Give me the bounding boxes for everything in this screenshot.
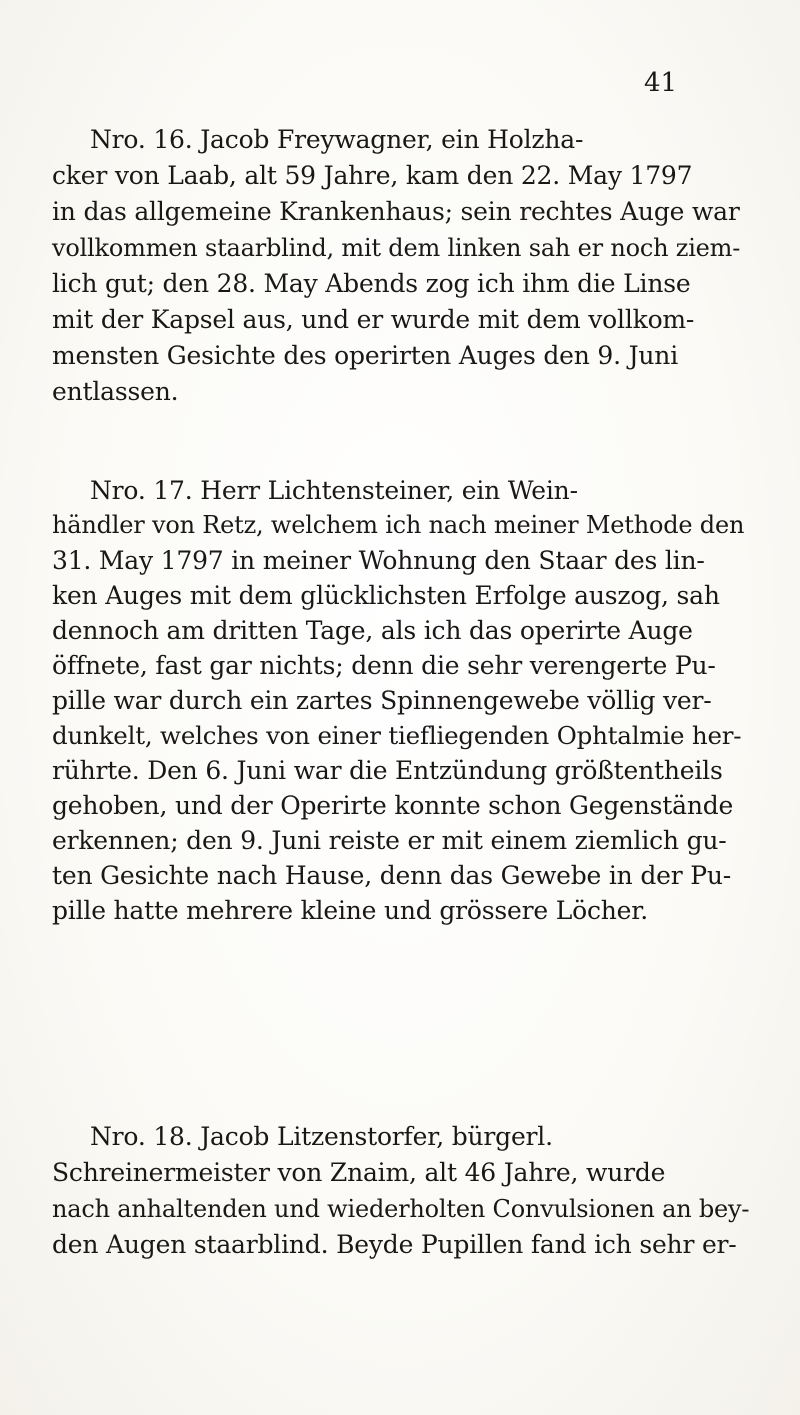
text-line: cker von Laab, alt 59 Jahre, kam den 22. May 1797 [52, 161, 693, 190]
case-entry-16 [52, 122, 752, 410]
text-line: 31. May 1797 in meiner Wohnung den Staar des lin- [52, 546, 705, 575]
text-line: mit der Kapsel aus, und er wurde mit dem vollkom- [52, 305, 695, 334]
text-line: vollkommen staarblind, mit dem linken sah er noch ziem- [52, 234, 741, 262]
text-line: den Augen staarblind. Beyde Pupillen fand ich sehr er- [52, 1230, 737, 1259]
text-line: erkennen; den 9. Juni reiste er mit einem ziemlich gu- [52, 826, 727, 855]
text-line: ten Gesichte nach Hause, denn das Gewebe in der Pu- [52, 861, 731, 890]
text-line: entlassen. [52, 377, 179, 406]
text-line: nach anhaltenden und wiederholten Convulsionen an bey- [52, 1195, 750, 1223]
text-line: Schreinermeister von Znaim, alt 46 Jahre, wurde [52, 1158, 666, 1187]
text-line: mensten Gesichte des operirten Auges den 9. Juni [52, 341, 679, 370]
text-line: pille war durch ein zartes Spinnengewebe völlig ver- [52, 686, 712, 715]
text-line: rührte. Den 6. Juni war die Entzündung größtentheils [52, 756, 723, 785]
text-line: Nro. 17. Herr Lichtensteiner, ein Wein- [90, 476, 578, 505]
case-entry-17 [52, 473, 752, 928]
text-line: händler von Retz, welchem ich nach meiner Methode den [52, 511, 745, 539]
text-line: Nro. 18. Jacob Litzenstorfer, bürgerl. [90, 1122, 553, 1151]
text-line: dennoch am dritten Tage, als ich das operirte Auge [52, 616, 693, 645]
case-entry-18 [52, 1119, 752, 1263]
text-line: pille hatte mehrere kleine und grössere Löcher. [52, 896, 648, 925]
text-line: öffnete, fast gar nichts; denn die sehr verengerte Pu- [52, 651, 716, 680]
page-number: 41 [644, 68, 678, 98]
text-line: lich gut; den 28. May Abends zog ich ihm die Linse [52, 269, 691, 298]
text-line: in das allgemeine Krankenhaus; sein rechtes Auge war [52, 197, 740, 226]
text-line: dunkelt, welches von einer tiefliegenden Ophtalmie her- [52, 721, 742, 750]
text-line: gehoben, und der Operirte konnte schon Gegenstände [52, 791, 734, 820]
text-line: Nro. 16. Jacob Freywagner, ein Holzha- [90, 125, 584, 154]
text-line: ken Auges mit dem glücklichsten Erfolge auszog, sah [52, 581, 720, 610]
